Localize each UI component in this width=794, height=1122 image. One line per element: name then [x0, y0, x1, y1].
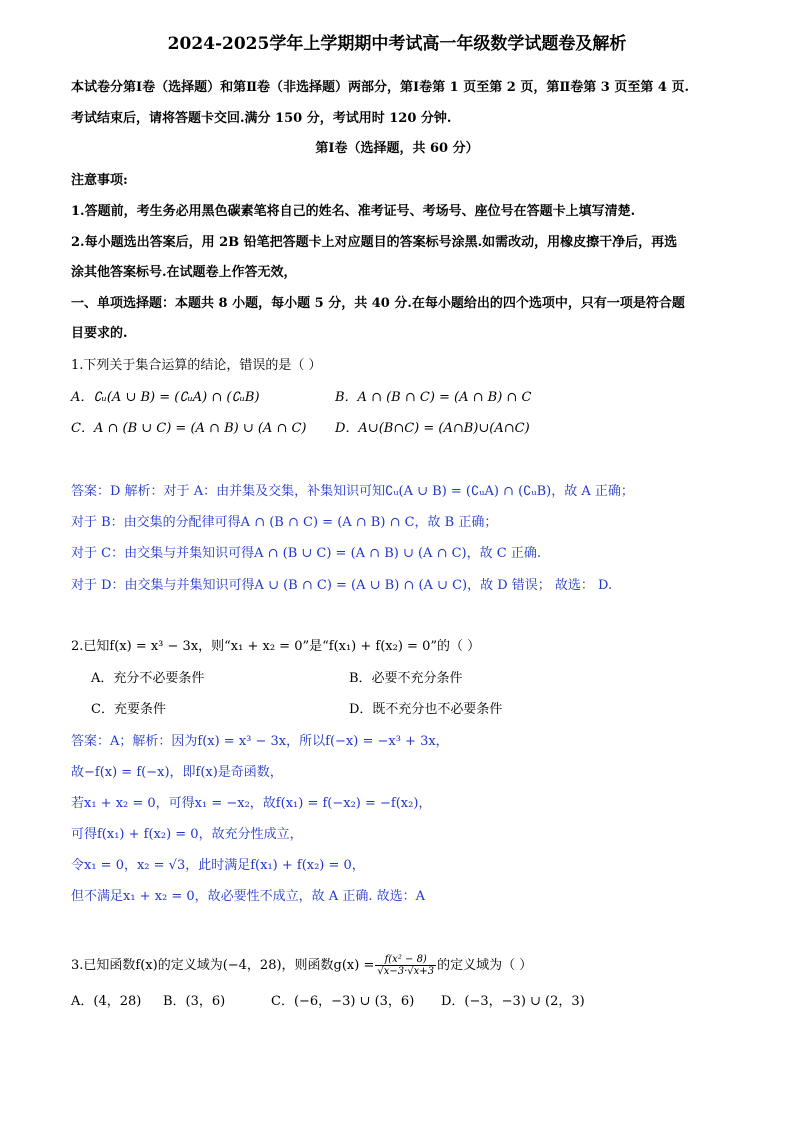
q2-answer-line-2: 故−f(x) = f(−x)，即f(x)是奇函数， — [71, 765, 283, 780]
notes-heading: 注意事项: — [71, 173, 128, 188]
intro-line-2: 考试结束后，请将答题卡交回.满分 150 分，考试用时 120 分钟. — [71, 111, 452, 126]
notes-item-2b: 涂其他答案标号.在试题卷上作答无效， — [71, 265, 297, 280]
q2-option-c: C．充要条件 — [91, 702, 166, 717]
q1-stem: 1.下列关于集合运算的结论，错误的是（ ） — [71, 358, 322, 373]
q2-option-a: A．充分不必要条件 — [91, 671, 205, 686]
q1-option-a: A．∁ᵤ(A ∪ B) = (∁ᵤA) ∩ (∁ᵤB) — [71, 390, 260, 405]
q3-option-a: A．(4，28) — [71, 994, 142, 1009]
q3-stem-prefix: 3.已知函数f(x)的定义域为(−4，28)，则函数g(x) = — [71, 958, 375, 973]
q2-answer-line-1: 答案：A；解析：因为f(x) = x³ − 3x，所以f(−x) = −x³ + 3x， — [71, 734, 449, 749]
section-title: 第Ⅰ卷（选择题，共 60 分） — [315, 141, 479, 156]
notes-item-1: 1.答题前，考生务必用黑色碳素笔将自己的姓名、准考证号、考场号、座位号在答题卡上填写清楚. — [71, 204, 636, 219]
part1-line-2: 目要求的. — [71, 326, 128, 341]
q1-option-c: C．A ∩ (B ∪ C) = (A ∩ B) ∪ (A ∩ C) — [71, 421, 307, 436]
q2-answer-line-4: 可得f(x₁) + f(x₂) = 0，故充分性成立， — [71, 827, 303, 842]
q1-answer-line-3: 对于 C：由交集与并集知识可得A ∩ (B ∪ C) = (A ∩ B) ∪ (A ∩ C)，故 C 正确. — [71, 546, 541, 561]
notes-item-2a: 2.每小题选出答案后，用 2B 铅笔把答题卡上对应题目的答案标号涂黑.如需改动，用橡皮擦干净后，再选 — [71, 235, 678, 250]
q3-option-c: C．(−6，−3) ∪ (3，6) — [271, 994, 415, 1009]
q2-answer-line-5: 令x₁ = 0，x₂ = √3，此时满足f(x₁) + f(x₂) = 0， — [71, 858, 365, 873]
q1-answer-line-4: 对于 D：由交集与并集知识可得A ∪ (B ∩ C) = (A ∪ B) ∩ (A ∪ C)，故 D 错误； 故选： D. — [71, 578, 613, 593]
q3-option-d: D．(−3，−3) ∪ (2，3) — [441, 994, 585, 1009]
q1-option-b: B．A ∩ (B ∩ C) = (A ∩ B) ∩ C — [335, 390, 532, 405]
intro-line-1: 本试卷分第Ⅰ卷（选择题）和第Ⅱ卷（非选择题）两部分，第Ⅰ卷第 1 页至第 2 页，第Ⅱ卷第 3 页至第 4 页. — [71, 80, 689, 95]
q3-fraction-denominator: √x−3·√x+3 — [377, 966, 435, 977]
q2-stem: 2.已知f(x) = x³ − 3x，则“x₁ + x₂ = 0”是“f(x₁) + f(x₂) = 0”的（ ） — [71, 639, 481, 654]
q3-stem — [71, 952, 532, 980]
q3-stem-suffix: 的定义域为（ ） — [437, 958, 533, 973]
q2-option-b: B．必要不充分条件 — [349, 671, 463, 686]
q1-answer-line-2: 对于 B：由交集的分配律可得A ∩ (B ∩ C) = (A ∩ B) ∩ C，故 B 正确； — [71, 515, 498, 530]
q2-answer-line-3: 若x₁ + x₂ = 0，可得x₁ = −x₂，故f(x₁) = f(−x₂) = −f(x₂)， — [71, 796, 432, 811]
page-title: 2024-2025学年上学期期中考试高一年级数学试题卷及解析 — [167, 34, 627, 54]
q2-answer-line-6: 但不满足x₁ + x₂ = 0，故必要性不成立，故 A 正确. 故选：A — [71, 889, 425, 904]
q2-option-d: D．既不充分也不必要条件 — [349, 702, 503, 717]
q3-fraction — [375, 954, 436, 977]
q1-answer-line-1: 答案：D 解析：对于 A：由并集及交集，补集知识可知∁ᵤ(A ∪ B) = (∁ᵤA) ∩ (∁ᵤB)，故 A 正确； — [71, 484, 634, 499]
part1-line-1: 一、单项选择题：本题共 8 小题，每小题 5 分，共 40 分.在每小题给出的四个选项中，只有一项是符合题 — [71, 296, 685, 311]
q1-option-d: D．A∪(B∩C) = (A∩B)∪(A∩C) — [335, 421, 530, 436]
q3-option-b: B．(3，6) — [163, 994, 226, 1009]
q3-fraction-numerator: f(x² − 8) — [375, 954, 436, 966]
